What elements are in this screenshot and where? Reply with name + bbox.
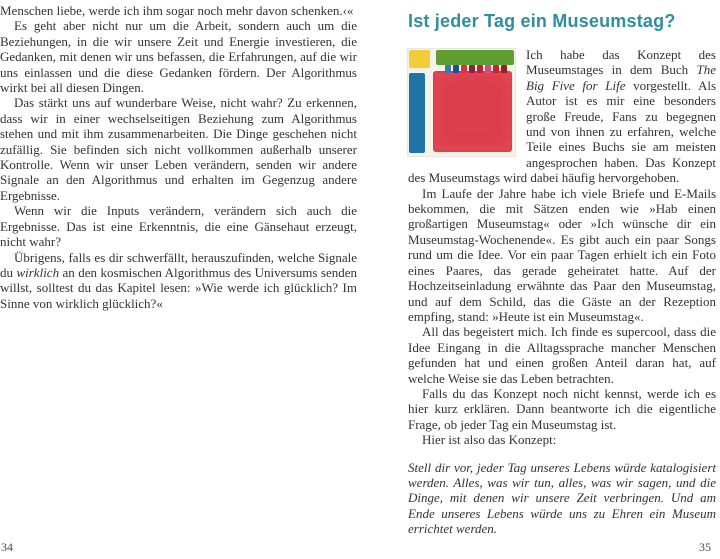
artwork-mini-squares-row <box>445 65 507 73</box>
page-number: 34 <box>1 540 13 554</box>
body-paragraph: Es geht aber nicht nur um die Arbeit, sondern auch um die Beziehungen, in die wir unsere Zeit und Energie investieren, die Gedanken, mit denen wir uns befassen, die Erfahrungen, auf die wir uns einlassen und die diese Gedanken fördern. Der Algorithmus wirkt bei all diesen Dingen. <box>0 18 357 96</box>
artwork-mini-square <box>477 65 483 73</box>
book-title-emphasis: The Big Five for Life <box>526 62 716 93</box>
artwork-mini-square <box>453 65 459 73</box>
emphasized-word: wirklich <box>16 264 60 280</box>
artwork-red-square <box>433 71 512 152</box>
artwork-mini-square <box>445 65 451 73</box>
body-paragraph: Wenn wir die Inputs verändern, verändern sich auch die Ergebnisse. Das ist eine Erkenntnis, die eine Gänsehaut erzeugt, nicht wahr? <box>0 203 357 250</box>
artwork-mini-square <box>501 65 507 73</box>
body-paragraph: Menschen liebe, werde ich ihm sogar noch mehr davon schenken.‹« <box>0 3 354 18</box>
paragraph-text: an den kosmischen Algorithmus des Universums senden willst, solltest du das Kapitel lesen: »Wie werde ich glücklich? Im Sinne von wirklich glücklich?« <box>0 264 358 311</box>
page-number: 35 <box>699 540 711 554</box>
quote-paragraph: Stell dir vor, jeder Tag unseres Lebens würde katalogisiert werden. Alles, was wir tun, alles, was wir sagen, und die Dinge, mit denen wir unsere Zeit verbringen. Und am Ende unseres Lebens würde uns zu Ehren ein Museum errichtet werden. <box>408 459 716 537</box>
artwork-green-bar <box>436 50 514 65</box>
artwork-mini-square <box>461 65 467 73</box>
artwork-mini-square <box>493 65 499 73</box>
artwork-blue-bar <box>409 73 425 153</box>
artwork-mini-square <box>485 65 491 73</box>
right-page-text <box>408 47 716 537</box>
paragraph-text: Ich habe das Konzept des Museumstages in dem Buch <box>526 47 716 78</box>
right-page <box>408 0 716 559</box>
chapter-heading: Ist jeder Tag ein Museumstag? <box>408 11 676 31</box>
left-page-text <box>0 0 357 311</box>
artwork-yellow-square <box>409 50 430 68</box>
body-paragraph: All das begeistert mich. Ich finde es supercool, dass die Idee Eingang in die Alltagssprache mancher Menschen gefunden hat und einen großen Anteil daran hat, auf welche Weise sie das Leben betrachten. <box>408 324 716 386</box>
body-paragraph <box>0 250 357 312</box>
left-page <box>0 0 357 559</box>
paragraph-text: Übrigens, falls es dir schwerfällt, herauszufinden, welche Signale du <box>0 249 357 280</box>
artwork-image <box>408 49 515 156</box>
paragraph-text: vorgestellt. Als Autor ist es mir eine besonders große Freude, Fans zu begegnen und von ihnen zu erfahren, welche Teile eines Buchs sie am meisten angesprochen haben. Das Konzept des Museumstags wird dabei häufig hervorgehoben. <box>408 77 717 186</box>
body-paragraph: Im Laufe der Jahre habe ich viele Briefe und E-Mails bekommen, die mit Sätzen enden wie »Hab einen großartigen Museumstag« oder »Ich wünsche dir ein Museumstag-Wochenende«. Es gibt auch ein paar Songs rund um die Idee. Vor ein paar Tagen erhielt ich ein Foto eines Paares, das gerade geheiratet hatte. Auf der Hochzeitseinladung erwähnte das Paar den Museumstag, und auf dem Schild, das die Gäste an der Rezeption empfing, stand: »Heute ist ein Museumstag«. <box>408 185 716 324</box>
body-paragraph: Hier ist also das Konzept: <box>422 432 557 448</box>
body-paragraph: Falls du das Konzept noch nicht kennst, werde ich es hier kurz erklären. Dann beantworte ich die eigentliche Frage, ob jeder Tag ein Museumstag ist. <box>408 385 716 432</box>
artwork-mini-square <box>469 65 475 73</box>
body-paragraph: Das stärkt uns auf wunderbare Weise, nicht wahr? Zu erkennen, dass wir in einer wechselseitigen Beziehung zum Algorithmus stehen und mit ihm zusammenarbeiten. Die Dinge geschehen nicht zufällig. Sie befinden sich nicht vollkommen außerhalb unserer Kontrolle. Wenn wir unser Leben verändern, senden wir andere Signale an den Algorithmus und erhalten im Gegenzug andere Ergebnisse. <box>0 95 357 203</box>
